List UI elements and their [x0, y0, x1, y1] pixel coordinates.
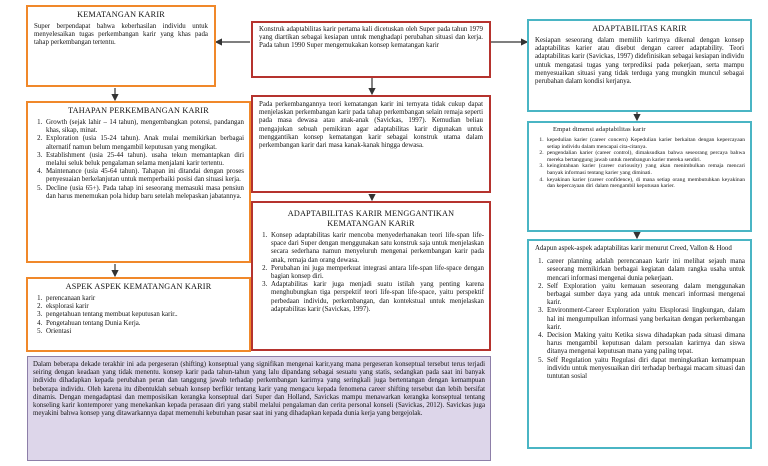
empat-title: Empat dimensi adaptabilitas karir — [553, 126, 646, 133]
tahapan-list — [28, 119, 249, 201]
list-item: 2. pengendalian karier (career control), dimaksudkan bahwa seseorang percaya bahwa mereka bertanggung jawab untuk membangun karier mereka sendiri. — [545, 150, 745, 163]
menggantikan-box — [251, 201, 491, 351]
list-item: 1. Growth (sejak lahir – 14 tahun), mengembangkan potensi, pandangan khas, sikap, minat. — [44, 119, 244, 135]
list-item: 1. career planning adalah perencanaan karir ini melihat sejauh mana seseorang memikirkan berbagai kegiatan dalam rangka usaha untuk mencari informasi mengenai dunia pekerjaan. — [545, 258, 745, 283]
creed-title: Adapun aspek-aspek adaptabilitas karir menurut Creed, Vallon & Hood — [535, 245, 732, 252]
tahapan-title: TAHAPAN PERKEMBANGAN KARIR — [68, 106, 209, 115]
aspek-kematangan-box — [26, 277, 251, 352]
konstruk-text: Konstruk adaptabilitas karir pertama kali dicetuskan oleh Super pada tahun 1979 yang diartikan sebagai kesiapan untuk menghadapi perubahan situasi dan kerja. Pada tahun 1990 Super mengemukakan konsep kematangan karir — [259, 26, 483, 50]
list-item: 3. Adaptabilitas karir juga menjadi suatu istilah yang penting karena menghubungkan tiga perspektif teori life-span life-space, yaitu perspektif perbedaan individu, perkembangan, dan kontekstual untuk menjelaskan adaptabilitas karir (Savickas, 1997). — [269, 281, 484, 314]
creed-list — [529, 258, 750, 381]
list-item: 2. Exploration (usia 15-24 tahun). Anak mulai memikirkan berbagai alternatif namun belum mengambil keputusan yang mengikat. — [44, 135, 244, 151]
perkembangan-box — [251, 95, 491, 193]
list-item: 2. eksplorasi karir — [44, 303, 244, 311]
list-item: 1. perencanaan karir — [44, 295, 244, 303]
list-item: 5. Self Regulation yaitu Regulasi diri dapat meningkatkan kemampuan individu untuk menyesuaikan diri terhadap berbagai macam situasi dan tuntutan sosial — [545, 357, 745, 382]
list-item: 5. Decline (usia 65+). Pada tahap ini seseorang memasuki masa pensiun dan harus menemukan pola hidup baru setelah melepaskan jabatannya. — [44, 185, 244, 201]
adaptabilitas-karir-box — [527, 19, 752, 112]
list-item: 4. Maintenance (usia 45-64 tahun). Tahapan ini ditandai dengan proses penyesuaian berkelanjutan untuk memperbaiki posisi dan situasi kerja. — [44, 168, 244, 184]
kematangan-text: Super berpendapat bahwa keberhasilan individu untuk menyelesaikan tugas perkembangan karir yang khas pada tahap perkembangan tertentu. — [34, 23, 208, 47]
list-item: 3. pengetahuan tentang membuat keputusan karir.. — [44, 311, 244, 319]
list-item: 2. Self Exploration yaitu kemauan seseorang dalam menggunakan berbagai sumber daya yang ada untuk mencari informasi mengenai karir. — [545, 283, 745, 308]
list-item: 5. Orientasi — [44, 328, 244, 336]
aspek-title: ASPEK ASPEK KEMATANGAN KARIR — [65, 282, 212, 291]
list-item: 3. keingintahuan karier (career curiousity) yang akan menimbulkan remaja mencari banyak informasi tentang karier yang diminati. — [545, 163, 745, 176]
list-item: 1. Konsep adaptabilitas karir mencoba menyederhanakan teori life-span life-space dari Super dengan menggunakan satu konstruk saja untuk menjelaskan secara sederhana namun menyeluruh mengenai perkembangan karir pada anak, remaja dan orang dewasa. — [269, 232, 484, 265]
adaptabilitas-title: ADAPTABILITAS KARIR — [592, 24, 687, 33]
aspek-list — [28, 295, 249, 336]
perkembangan-text: Pada perkembangannya teori kematangan karir ini ternyata tidak cukup dapat menjelaskan perkembangan karir pada tahap perkembangan selain remaja seperti pada masa dewasa atau anak-anak (Savickas, 1997). Kemudian beliau mengajukan sebuah pemikiran agar adaptabilitas karir digunakan untuk menggantikan konsep kematangan karir sebagai konstruk utama dalam perkembangan karir dari masa kanak-kanak hingga dewasa. — [259, 101, 483, 150]
list-item: 4. Pengetahuan tentang Dunia Kerja. — [44, 320, 244, 328]
adaptabilitas-text: Kesiapan seseorang dalam memilih karirnya dikenal dengan konsep adaptabilitas karier atau disebut dengan career adaptability. Teori adaptabilitas karir (Savickas, 1997) didefinisikan sebagai kesiapan individu untuk mengatasi tugas yang terprediksi pada pekerjaan, serta mampu menyesuaikan situasi yang tidak terduga yang mungkin muncul sebagai perubahan dalam kondisi kerjanya. — [535, 37, 744, 86]
konstruk-box — [251, 21, 491, 78]
kematangan-title: KEMATANGAN KARIR — [77, 10, 165, 19]
bottom-text: Dalam beberapa dekade terakhir ini ada pergeseran (shifting) konseptual yang signifikan mengenai karir,yang mana pergeseran konseptual tersebut terus terjadi seiring dengan keadaan yang tidak menentu. konsep karir pada tahun-tahun yang lalu dipandang sebagai sesuatu yang statis, sedangkan pada saat ini banyak individu dihadapkan kepada perubahan peran dan tanggung jawab terhadap perkembangan karirnya yang seringkali juga bertentangan dengan kemampuan beberapa individu. Oleh karena itu dibentuklah sebuah konsep berfikir tentang karir yang mengacu kepada fenomena career shifting tersebut dan lebih bersifat dinamis. Dengan mengadaptasi dan memposisikan kerangka konseptual dari Super dan Holland, Savickas mampu menawarkan kerangka konseptual tentang konseling karir kontemporer yang menekankan kepada perasaan diri yang stabil melalui pengalaman dan cerita personal konseli (Savickas, 2012). Savickas juga meyakini bahwa konsep yang ditawarkannya dapat memenuhi kebutuhan pasar saat ini yang dihadapkan kepada dunia kerja yang bergejolak. — [33, 361, 485, 418]
menggantikan-title: ADAPTABILITAS KARIR MENGGANTIKAN KEMATANGAN KARiR — [287, 209, 455, 228]
kematangan-karir-box — [26, 5, 216, 87]
menggantikan-list — [253, 232, 489, 314]
list-item: 4. Decision Making yaitu Ketika siswa dihadapkan pada situasi dimana harus mengambil keputusan dalam persoalan karirnya dan siswa ditanya mengenai keputusan mana yang paling tepat. — [545, 332, 745, 357]
empat-list — [529, 137, 750, 190]
list-item: 3. Establishment (usia 25-44 tahun). usaha tekun memantapkan diri melalui seluk beluk pengalaman selama menjalani karir tertentu. — [44, 152, 244, 168]
list-item: 3. Environment-Career Exploration yaitu Eksplorasi lingkungan, dalam hal ini mengumpulkan informasi yang berkaitan dengan perkembangan karir. — [545, 307, 745, 332]
creed-aspek-box — [527, 239, 752, 449]
list-item: 4. keyakinan karier (career confidence), di mana setiap orang membutuhkan keyakinan dan kepercayaan diri dalam mengambil keputusan karier. — [545, 177, 745, 190]
tahapan-perkembangan-box — [26, 101, 251, 263]
bottom-summary-box — [27, 356, 491, 461]
list-item: 1. kepedulian karier (career concern) Kepedulian karier berkaitan dengan kepercayaan setiap individu dalam mencapai cita-citanya. — [545, 137, 745, 150]
list-item: 2. Perubahan ini juga memperkuat integrasi antara life-span life-space dengan bagian konsep diri. — [269, 265, 484, 281]
empat-dimensi-box — [527, 121, 752, 232]
